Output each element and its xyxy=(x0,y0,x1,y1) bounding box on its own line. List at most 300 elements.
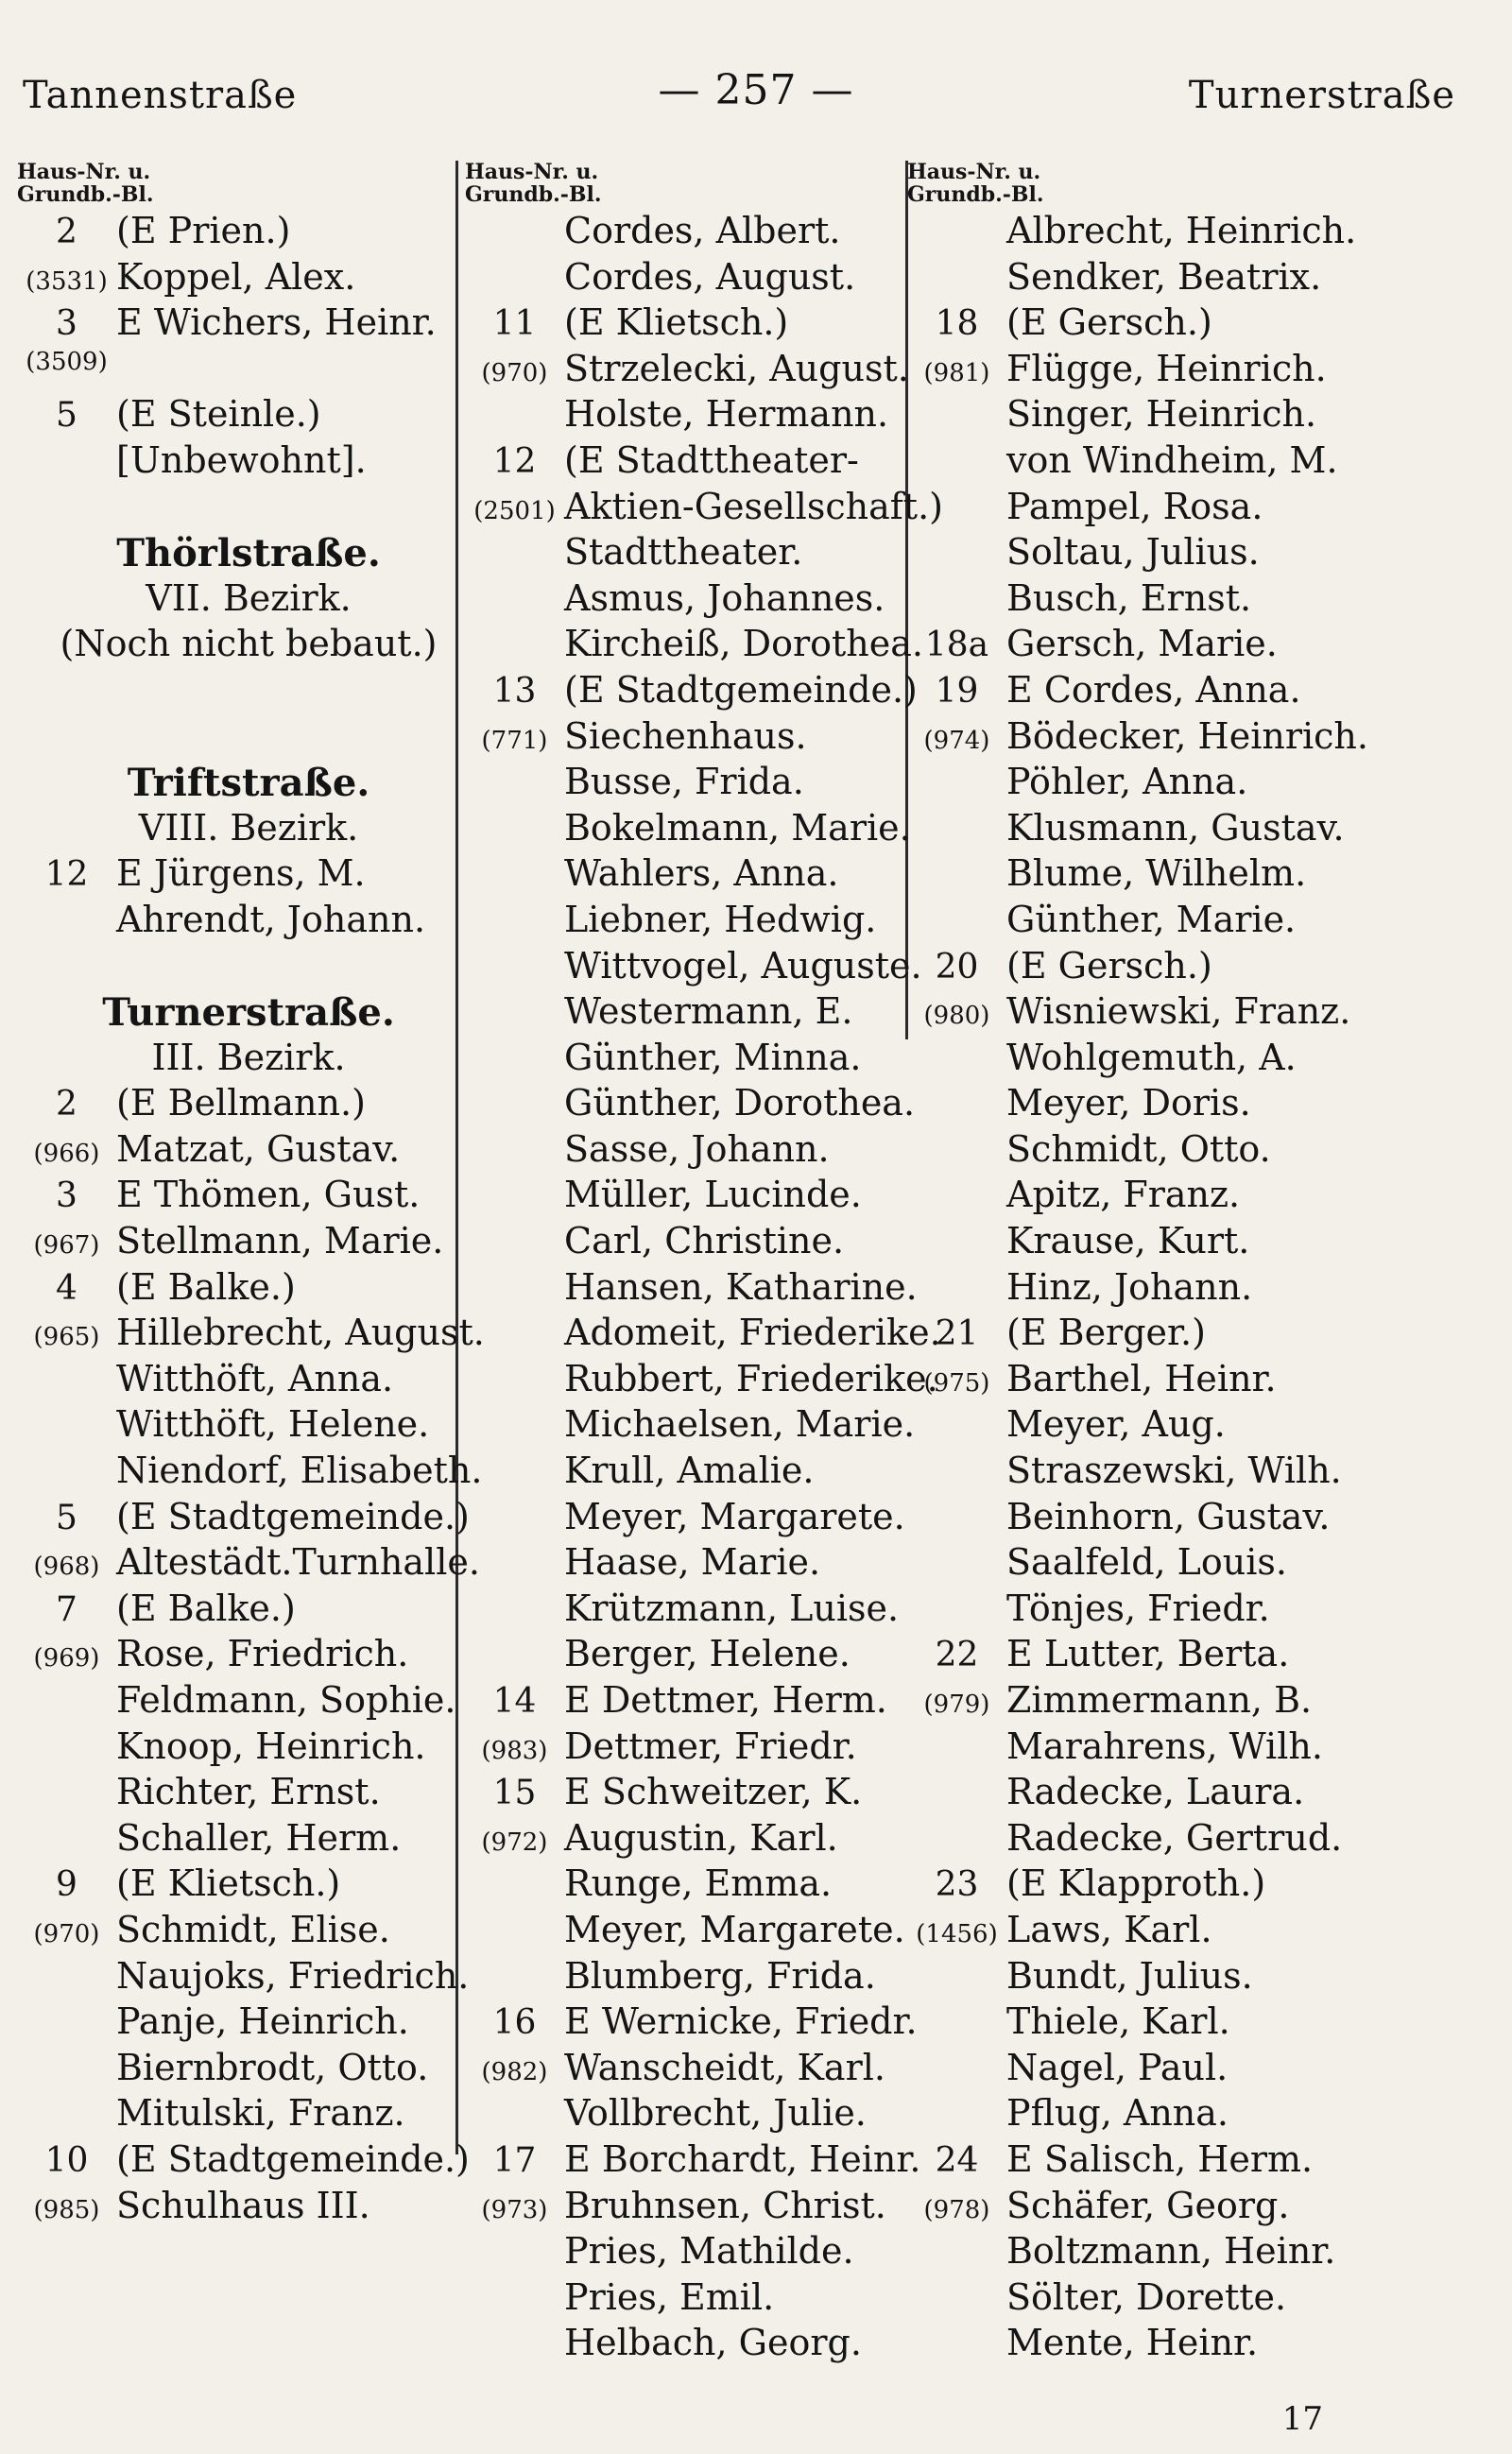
house-number: 5 xyxy=(56,396,77,436)
house-number: 2 xyxy=(56,1085,77,1124)
house-number: (970) xyxy=(481,358,548,387)
directory-entry xyxy=(465,301,909,348)
resident-name: Altestädt.Turnhalle. xyxy=(116,1541,480,1584)
directory-entry xyxy=(17,1266,480,1313)
column-heading-line: Grundb.-Bl. xyxy=(907,182,1044,207)
directory-entry xyxy=(17,1771,480,1817)
directory-entry xyxy=(907,2322,1493,2368)
house-number: (979) xyxy=(923,1690,990,1719)
directory-entry xyxy=(465,807,909,853)
directory-entry xyxy=(17,1817,480,1863)
directory-entry xyxy=(907,807,1493,853)
column-heading-line: Grundb.-Bl. xyxy=(17,182,154,207)
directory-entry xyxy=(17,1082,480,1128)
spacer xyxy=(17,945,480,991)
resident-name: Wohlgemuth, A. xyxy=(1006,1036,1297,1078)
house-number: 24 xyxy=(935,2140,979,2180)
resident-name: Wanscheidt, Karl. xyxy=(564,2046,885,2088)
directory-entry xyxy=(17,1862,480,1909)
house-number: (980) xyxy=(923,1002,990,1031)
column-heading xyxy=(465,161,909,210)
directory-entry xyxy=(17,210,480,256)
directory-entry xyxy=(465,1496,909,1542)
resident-name: (E Klietsch.) xyxy=(564,301,789,344)
house-number: 3 xyxy=(56,304,77,344)
house-number: (978) xyxy=(923,2195,990,2224)
resident-name: Witthöft, Anna. xyxy=(116,1357,394,1399)
directory-entry xyxy=(465,1265,918,1313)
house-number: 10 xyxy=(44,2140,89,2180)
resident-name: Schmidt, Otto. xyxy=(1006,1127,1271,1170)
resident-name: Naujoks, Friedrich. xyxy=(116,1954,470,1997)
street-name: Thörlstraße. xyxy=(116,531,381,576)
column-2 xyxy=(465,160,943,2368)
resident-name: Stadttheater. xyxy=(564,531,803,574)
directory-entry xyxy=(465,1357,938,1404)
resident-name: E Thömen, Gust. xyxy=(116,1174,421,1216)
directory-entry xyxy=(465,1955,909,2001)
house-number: 17 xyxy=(492,2140,537,2180)
directory-entry xyxy=(465,1082,916,1128)
directory-entry xyxy=(465,1771,909,1817)
directory-entry xyxy=(465,623,923,669)
column-heading xyxy=(17,161,480,210)
resident-name: Meyer, Margarete. xyxy=(564,1495,905,1537)
resident-name: Helbach, Georg. xyxy=(564,2322,862,2364)
house-number: 9 xyxy=(56,1865,77,1905)
resident-name: (E Bellmann.) xyxy=(116,1082,366,1124)
column-heading-line: Haus-Nr. u. xyxy=(465,160,599,184)
directory-entry xyxy=(17,1128,480,1175)
running-head-right: Turnerstraße xyxy=(1188,74,1455,117)
directory-entry xyxy=(465,2230,909,2276)
directory-entry xyxy=(907,1679,1493,1725)
directory-entry xyxy=(907,1220,1493,1266)
resident-name: Radecke, Gertrud. xyxy=(1006,1816,1343,1859)
resident-name: (E Steinle.) xyxy=(116,393,321,436)
directory-entry xyxy=(907,1174,1493,1220)
house-number: 16 xyxy=(492,2003,537,2043)
spacer xyxy=(17,486,480,532)
resident-name: Bundt, Julius. xyxy=(1006,1954,1253,1997)
district-text: VIII. Bezirk. xyxy=(138,806,359,849)
directory-entry xyxy=(907,2138,1493,2185)
column-1 xyxy=(17,160,485,2230)
house-number: (968) xyxy=(33,1553,100,1582)
directory-entry xyxy=(465,577,909,624)
directory-entry xyxy=(465,944,922,991)
directory-entry xyxy=(465,761,909,807)
resident-name: Krause, Kurt. xyxy=(1006,1220,1250,1262)
directory-entry xyxy=(17,1220,480,1266)
directory-entry xyxy=(465,668,918,715)
resident-name: E Cordes, Anna. xyxy=(1006,668,1301,711)
resident-name: Hillebrecht, August. xyxy=(116,1312,485,1354)
resident-name: Rubbert, Friederike. xyxy=(564,1357,938,1399)
house-number: 19 xyxy=(935,671,979,711)
resident-name: Stellmann, Marie. xyxy=(116,1220,444,1262)
directory-entry xyxy=(17,2138,480,2185)
resident-name: Schaller, Herm. xyxy=(116,1816,402,1859)
resident-name: E Wernicke, Friedr. xyxy=(564,2000,918,2043)
resident-name: Hinz, Johann. xyxy=(1006,1265,1253,1308)
directory-entry xyxy=(465,1128,909,1175)
directory-entry xyxy=(465,1725,909,1772)
resident-name: Zimmermann, B. xyxy=(1006,1679,1313,1721)
resident-name: Holste, Hermann. xyxy=(564,393,889,436)
resident-name: Westermann, E. xyxy=(564,990,853,1033)
house-number: (1456) xyxy=(916,1919,998,1948)
house-number: (974) xyxy=(923,726,990,755)
directory-entry xyxy=(465,1037,909,1083)
house-number: 11 xyxy=(492,304,537,344)
directory-entry xyxy=(17,1496,480,1542)
house-number: 20 xyxy=(935,947,979,987)
resident-name: Haase, Marie. xyxy=(564,1541,821,1584)
directory-entry xyxy=(465,1817,909,1863)
spacer xyxy=(17,715,480,762)
column-heading-line: Grundb.-Bl. xyxy=(465,182,602,207)
directory-entry xyxy=(17,2000,480,2047)
house-number: 12 xyxy=(492,441,537,481)
directory-entry xyxy=(907,2047,1493,2093)
resident-name: Straszewski, Wilh. xyxy=(1006,1450,1342,1492)
resident-name: Busch, Ernst. xyxy=(1006,576,1252,619)
directory-entry xyxy=(17,2092,480,2138)
resident-name: Bokelmann, Marie. xyxy=(564,806,911,849)
directory-entry xyxy=(17,1541,480,1587)
directory-entry xyxy=(17,2185,480,2231)
directory-entry xyxy=(907,393,1493,439)
house-number: 22 xyxy=(935,1636,979,1675)
resident-name: Liebner, Hedwig. xyxy=(564,898,877,940)
resident-name: Pöhler, Anna. xyxy=(1006,761,1248,803)
resident-name: Kircheiß, Dorothea. xyxy=(564,623,923,665)
running-head-left: Tannenstraße xyxy=(23,74,298,117)
resident-name: Thiele, Karl. xyxy=(1006,2000,1230,2043)
directory-entry xyxy=(465,1679,909,1725)
resident-name: Pries, Emil. xyxy=(564,2275,775,2318)
resident-name: Boltzmann, Heinr. xyxy=(1006,2230,1336,2273)
resident-name: (E Balke.) xyxy=(116,1265,296,1308)
resident-name: (E Klietsch.) xyxy=(116,1862,341,1905)
house-number: 14 xyxy=(492,1682,537,1721)
resident-name: Soltau, Julius. xyxy=(1006,531,1260,574)
directory-entry xyxy=(17,899,480,945)
resident-name: Krützmann, Luise. xyxy=(564,1587,900,1629)
directory-entry xyxy=(907,1817,1493,1863)
resident-name: Adomeit, Friederike. xyxy=(564,1312,941,1354)
directory-entry xyxy=(907,852,1493,899)
street-name: Turnerstraße. xyxy=(102,990,395,1036)
directory-entry xyxy=(17,1403,480,1450)
directory-entry xyxy=(465,256,909,302)
directory-entry xyxy=(907,210,1493,256)
house-number: (972) xyxy=(481,1828,548,1857)
directory-entry xyxy=(907,1633,1493,1679)
house-number: (965) xyxy=(33,1323,100,1352)
directory-entry xyxy=(907,1450,1493,1496)
resident-name: Biernbrodt, Otto. xyxy=(116,2046,429,2088)
house-number: 12 xyxy=(44,855,89,895)
directory-entry xyxy=(465,1862,909,1909)
district-text: VII. Bezirk. xyxy=(146,576,352,619)
directory-entry xyxy=(17,393,480,439)
resident-name: Knoop, Heinrich. xyxy=(116,1725,426,1767)
house-number: (966) xyxy=(33,1139,100,1168)
resident-name: Saalfeld, Louis. xyxy=(1006,1541,1288,1584)
directory-entry xyxy=(465,2000,918,2047)
resident-name: Nagel, Paul. xyxy=(1006,2046,1228,2088)
directory-entry xyxy=(465,2322,909,2368)
resident-name: E Salisch, Herm. xyxy=(1006,2137,1314,2180)
resident-name: (E Stadtgemeinde.) xyxy=(116,1495,470,1537)
directory-entry xyxy=(465,2185,909,2231)
resident-name: E Schweitzer, K. xyxy=(564,1771,863,1813)
directory-entry xyxy=(907,1358,1493,1404)
resident-name: Müller, Lucinde. xyxy=(564,1174,862,1216)
resident-name: (E Klapproth.) xyxy=(1006,1862,1266,1905)
directory-entry xyxy=(465,1312,941,1358)
resident-name: Aktien-Gesellschaft.) xyxy=(564,485,943,527)
directory-entry xyxy=(17,256,480,302)
street-name: Triftstraße. xyxy=(127,761,370,806)
resident-name: (E Gersch.) xyxy=(1006,944,1212,987)
resident-name: Vollbrecht, Julie. xyxy=(564,2092,867,2135)
resident-name: Wisniewski, Franz. xyxy=(1006,990,1351,1033)
resident-name: Meyer, Margarete. xyxy=(564,1908,905,1950)
resident-name: Pries, Mathilde. xyxy=(564,2230,854,2273)
directory-entry xyxy=(465,439,909,486)
directory-entry xyxy=(17,2047,480,2093)
resident-name: Runge, Emma. xyxy=(564,1862,833,1905)
resident-name: Meyer, Aug. xyxy=(1006,1403,1226,1446)
street-heading xyxy=(17,761,480,807)
directory-entry xyxy=(465,1541,909,1587)
directory-entry xyxy=(17,1174,480,1220)
resident-name: Günther, Dorothea. xyxy=(564,1082,916,1124)
resident-name: Niendorf, Elisabeth. xyxy=(116,1450,483,1492)
directory-entry xyxy=(907,1541,1493,1587)
district-line xyxy=(17,623,480,669)
house-number: (970) xyxy=(33,1919,100,1948)
resident-name: Mente, Heinr. xyxy=(1006,2322,1259,2364)
directory-entry xyxy=(465,348,909,394)
resident-name: (E Prien.) xyxy=(116,210,291,251)
directory-entry xyxy=(17,1587,480,1634)
resident-name: Krull, Amalie. xyxy=(564,1450,815,1492)
district-text: (Noch nicht bebaut.) xyxy=(60,623,438,665)
directory-entry xyxy=(907,945,1493,991)
resident-name: Flügge, Heinrich. xyxy=(1006,347,1327,389)
resident-name: Berger, Helene. xyxy=(564,1633,850,1675)
resident-name: [Unbewohnt]. xyxy=(116,438,367,481)
directory-entry xyxy=(465,2137,921,2185)
directory-entry xyxy=(465,2092,909,2138)
directory-entry xyxy=(465,2047,909,2093)
directory-entry xyxy=(907,715,1493,762)
resident-name: (E Stadttheater- xyxy=(564,438,859,481)
resident-name: (E Gersch.) xyxy=(1006,301,1212,344)
house-number: 2 xyxy=(56,213,77,251)
resident-name: Blume, Wilhelm. xyxy=(1006,852,1307,895)
directory-entry xyxy=(907,1909,1493,1955)
directory-entry xyxy=(17,1633,480,1679)
directory-entry xyxy=(907,1725,1493,1772)
directory-entry xyxy=(465,210,909,256)
resident-name: Panje, Heinrich. xyxy=(116,2000,409,2043)
resident-name: E Dettmer, Herm. xyxy=(564,1679,887,1721)
directory-entry xyxy=(907,348,1493,394)
district-line xyxy=(17,577,480,624)
house-number: (2501) xyxy=(473,496,556,525)
house-number: 18a xyxy=(924,626,989,665)
resident-name: Carl, Christine. xyxy=(564,1220,845,1262)
directory-entry xyxy=(17,1679,480,1725)
house-number: 5 xyxy=(56,1498,77,1537)
resident-name: Albrecht, Heinrich. xyxy=(1006,210,1357,251)
resident-name: (E Stadtgemeinde.) xyxy=(116,2137,470,2180)
house-number: (975) xyxy=(923,1368,990,1398)
house-number: (982) xyxy=(481,2057,548,2086)
directory-entry xyxy=(465,2276,909,2323)
house-number: (967) xyxy=(33,1231,100,1261)
resident-name: Apitz, Franz. xyxy=(1006,1174,1241,1216)
resident-name: Hansen, Katharine. xyxy=(564,1265,918,1308)
page-number: — 257 — xyxy=(658,66,854,114)
directory-entry xyxy=(465,852,909,899)
district-text: III. Bezirk. xyxy=(151,1036,346,1078)
directory-entry xyxy=(907,761,1493,807)
resident-name: Wahlers, Anna. xyxy=(564,852,839,895)
resident-name: Wittvogel, Auguste. xyxy=(564,944,922,987)
resident-name: Marahrens, Wilh. xyxy=(1006,1725,1323,1767)
resident-name: Pflug, Anna. xyxy=(1006,2092,1228,2135)
resident-name: Gersch, Marie. xyxy=(1006,623,1278,665)
house-number: (969) xyxy=(33,1644,100,1673)
directory-entry xyxy=(17,1312,485,1358)
spacer xyxy=(17,669,480,715)
directory-entry xyxy=(907,623,1493,669)
directory-entry xyxy=(907,1955,1493,2001)
directory-entry xyxy=(907,2092,1493,2138)
directory-entry xyxy=(907,1128,1493,1175)
resident-name: E Borchardt, Heinr. xyxy=(564,2137,921,2180)
house-number: (985) xyxy=(33,2195,100,2224)
directory-entry xyxy=(907,899,1493,945)
district-line xyxy=(17,1037,480,1083)
district-line xyxy=(17,807,480,853)
resident-name: Witthöft, Helene. xyxy=(116,1403,430,1446)
street-heading xyxy=(17,990,480,1037)
resident-name: Augustin, Karl. xyxy=(564,1816,838,1859)
directory-entry xyxy=(907,301,1493,348)
resident-name: Beinhorn, Gustav. xyxy=(1006,1495,1331,1537)
signature-mark: 17 xyxy=(1281,2400,1323,2438)
resident-name: Klusmann, Gustav. xyxy=(1006,806,1345,849)
directory-entry xyxy=(907,531,1493,577)
directory-entry xyxy=(17,439,480,486)
directory-entry xyxy=(465,1633,909,1679)
house-number: 21 xyxy=(935,1314,979,1354)
resident-name: Schmidt, Elise. xyxy=(116,1908,390,1950)
resident-name: Feldmann, Sophie. xyxy=(116,1679,456,1721)
resident-name: E Wichers, Heinr. xyxy=(116,301,437,344)
directory-entry xyxy=(907,2185,1493,2231)
directory-entry xyxy=(465,393,909,439)
resident-name: Schulhaus III. xyxy=(116,2184,370,2226)
directory-entry xyxy=(465,1174,909,1220)
directory-entry xyxy=(17,1725,480,1772)
resident-name: Asmus, Johannes. xyxy=(564,576,885,619)
directory-entry xyxy=(907,1037,1493,1083)
column-heading xyxy=(907,161,1493,210)
directory-entry xyxy=(907,256,1493,302)
directory-entry xyxy=(465,715,909,762)
directory-entry xyxy=(907,1587,1493,1634)
resident-name: Siechenhaus. xyxy=(564,714,807,757)
directory-entry xyxy=(907,1312,1493,1358)
resident-name: Barthel, Heinr. xyxy=(1006,1357,1277,1399)
house-number: 3 xyxy=(56,1176,77,1216)
directory-entry xyxy=(17,348,480,394)
directory-entry xyxy=(907,577,1493,624)
resident-name: Pampel, Rosa. xyxy=(1006,485,1263,527)
house-number: 4 xyxy=(56,1268,77,1308)
resident-name: Cordes, Albert. xyxy=(564,210,841,251)
resident-name: Laws, Karl. xyxy=(1006,1908,1212,1950)
resident-name: Rose, Friedrich. xyxy=(116,1633,409,1675)
resident-name: Günther, Minna. xyxy=(564,1036,862,1078)
house-number: (3509) xyxy=(26,347,108,376)
directory-entry xyxy=(907,2000,1493,2047)
resident-name: Tönjes, Friedr. xyxy=(1006,1587,1270,1629)
house-number: (973) xyxy=(481,2195,548,2224)
house-number: 13 xyxy=(492,671,537,711)
resident-name: Bödecker, Heinrich. xyxy=(1006,714,1368,757)
directory-entry xyxy=(465,1450,909,1496)
resident-name: Blumberg, Frida. xyxy=(564,1954,876,1997)
directory-entry xyxy=(465,899,909,945)
directory-entry xyxy=(907,1496,1493,1542)
directory-entry xyxy=(17,1358,480,1404)
directory-entry xyxy=(17,1955,480,2001)
resident-name: Busse, Frida. xyxy=(564,761,804,803)
resident-name: Michaelsen, Marie. xyxy=(564,1403,916,1446)
street-heading xyxy=(17,531,480,577)
resident-name: Radecke, Laura. xyxy=(1006,1771,1305,1813)
resident-name: Cordes, August. xyxy=(564,255,856,298)
directory-entry xyxy=(465,531,909,577)
directory-entry xyxy=(17,301,480,348)
directory-entry xyxy=(907,990,1493,1037)
directory-entry xyxy=(907,669,1493,715)
directory-entry xyxy=(907,2230,1493,2276)
house-number: 7 xyxy=(56,1589,77,1629)
directory-entry xyxy=(907,1862,1493,1909)
resident-name: Koppel, Alex. xyxy=(116,255,356,298)
house-number: 18 xyxy=(935,304,979,344)
house-number: (3531) xyxy=(26,266,108,296)
resident-name: Singer, Heinrich. xyxy=(1006,393,1317,436)
directory-entry xyxy=(465,485,943,532)
resident-name: Bruhnsen, Christ. xyxy=(564,2184,886,2226)
resident-name: Dettmer, Friedr. xyxy=(564,1725,857,1767)
resident-name: Ahrendt, Johann. xyxy=(116,898,426,940)
directory-entry xyxy=(465,1220,909,1266)
directory-entry xyxy=(465,1587,909,1634)
directory-entry xyxy=(907,439,1493,486)
